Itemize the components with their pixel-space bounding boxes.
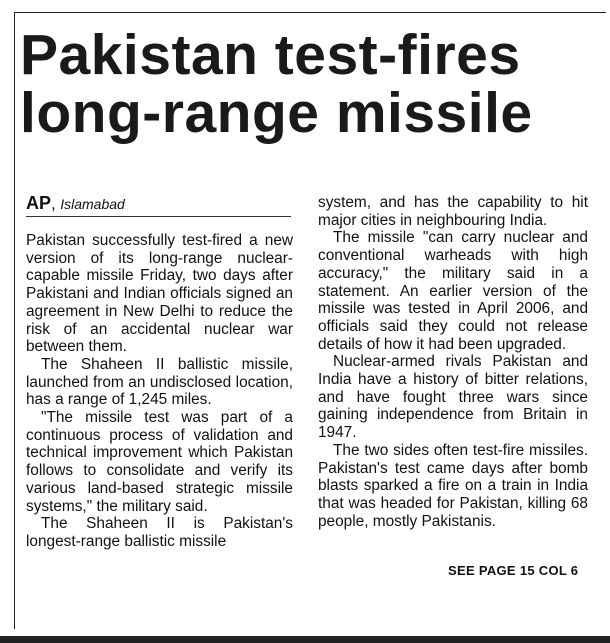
paragraph: The missile "can carry nuclear and conventional warheads with high accuracy," the military said in a statement. An earlier version of the missile was tested in April 2006, and officials said they could not release details of how it had been upgraded. [318,229,588,353]
article-column-2 [318,194,588,530]
byline-separator: , [51,194,56,213]
bottom-rule [0,636,610,643]
byline-agency: AP [26,193,52,213]
paragraph: The Shaheen II ballistic missile, launched from an undisclosed location, has a range of 1,245 miles. [26,355,293,409]
headline-line-1: Pakistan test-fires [20,23,521,87]
byline-rule [26,216,291,217]
headline-line-2: long-range missile [20,81,533,145]
paragraph: Nuclear-armed rivals Pakistan and India have a history of bitter relations, and have fought three wars since gaining independence from Britain in 1947. [318,353,588,442]
headline [20,23,604,145]
article-column-1 [26,232,293,551]
paragraph: "The missile test was part of a continuous process of validation and technical improvement which Pakistan follows to consolidate and verify its various land-based strategic missile systems," the military said. [26,409,293,515]
paragraph: The two sides often test-fire missiles. Pakistan's test came days after bomb blasts sparked a fire on a train in India that was headed for Pakistan, killing 68 people, mostly Pakistanis. [318,441,588,530]
continuation-note: SEE PAGE 15 COL 6 [448,563,579,578]
paragraph: The Shaheen II is Pakistan's longest-range ballistic missile [26,515,293,550]
paragraph: system, and has the capability to hit major cities in neighbouring India. [318,194,588,229]
byline-place: Islamabad [60,196,125,212]
top-rule [14,12,606,13]
paragraph: Pakistan successfully test-fired a new version of its long-range nuclear-capable missile Friday, two days after Pakistani and Indian officials signed an agreement in New Delhi to reduce the risk of an accidental nuclear war between them. [26,232,293,356]
byline [26,193,125,214]
left-rule [14,12,15,629]
